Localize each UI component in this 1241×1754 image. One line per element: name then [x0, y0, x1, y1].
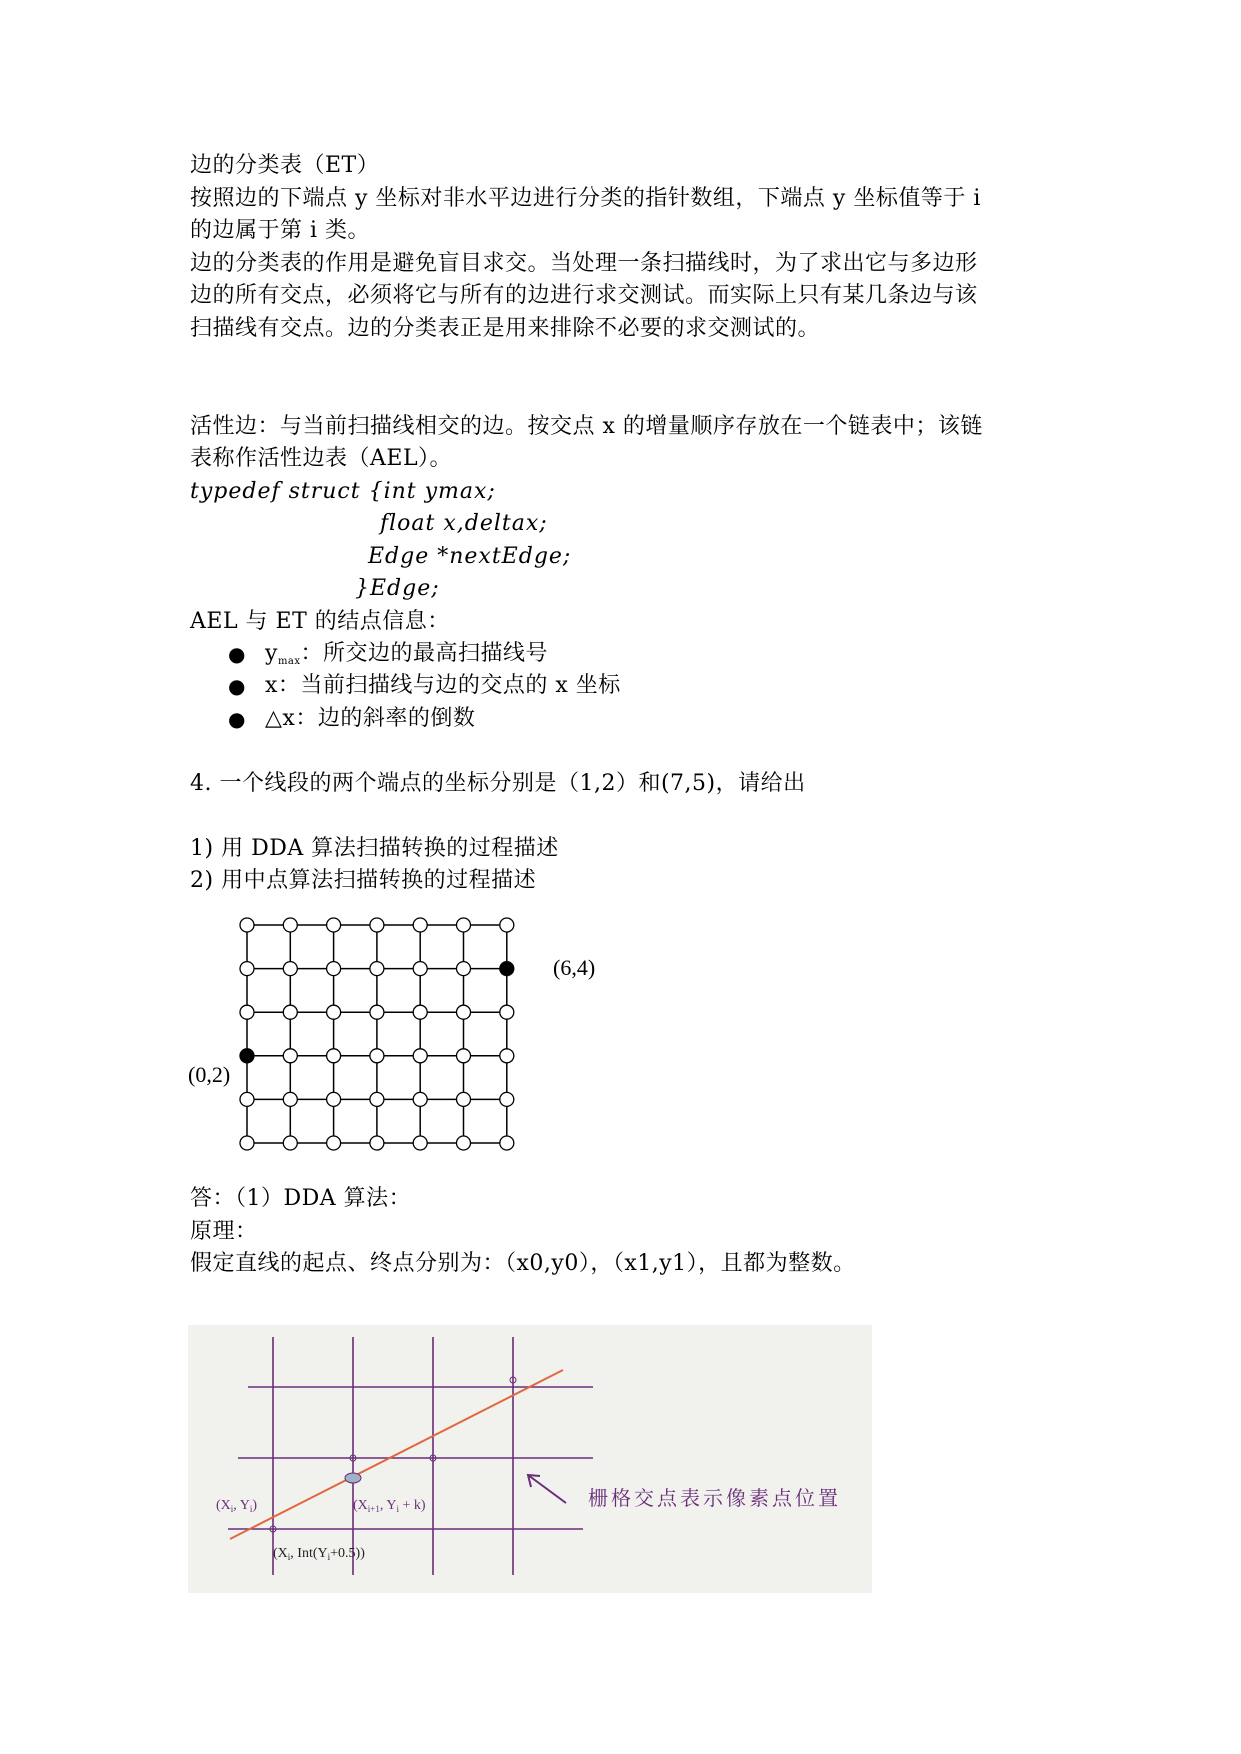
grid-node-filled	[240, 1049, 254, 1063]
label-next-point: ($X_{i+1}$, $Y_i + k$)	[353, 1498, 426, 1514]
grid-node	[413, 918, 427, 932]
grid-node	[413, 1136, 427, 1150]
point-label-end: (6,4)	[553, 955, 596, 980]
bullet-dot-icon: ●	[228, 642, 246, 666]
grid-node	[457, 1005, 471, 1019]
grid-node	[457, 1049, 471, 1063]
code-line-1: typedef struct {int ymax;	[190, 479, 496, 504]
grid-node-filled	[500, 962, 514, 976]
question-item-1: 1) 用 DDA 算法扫描转换的过程描述	[190, 836, 559, 861]
answer-heading: 答：（1）DDA 算法：	[190, 1186, 412, 1211]
et-purpose-line-1: 边的分类表的作用是避免盲目求交。当处理一条扫描线时，为了求出它与多边形	[190, 251, 978, 276]
answer-principle: 原理：	[190, 1219, 258, 1244]
grid-node	[283, 1049, 297, 1063]
grid-node	[327, 1136, 341, 1150]
grid-node	[457, 1092, 471, 1106]
code-line-2: float x,deltax;	[380, 511, 548, 536]
code-line-4: }Edge;	[355, 576, 440, 601]
grid-node	[413, 1005, 427, 1019]
et-title: 边的分类表（ET）	[190, 153, 380, 178]
grid-node	[240, 1136, 254, 1150]
bullet-dot-icon: ●	[228, 674, 246, 698]
grid-node	[283, 962, 297, 976]
grid-node	[240, 918, 254, 932]
grid-node	[500, 1092, 514, 1106]
bullet-x: x：当前扫描线与边的交点的 x 坐标	[265, 673, 621, 698]
grid-node	[370, 1005, 384, 1019]
pixel-grid-figure	[180, 900, 620, 1180]
dda-figure	[188, 1325, 872, 1593]
grid-node	[240, 1092, 254, 1106]
grid-node	[500, 1136, 514, 1150]
label-int-point: ($X_i$, $Int(Y_i+0.5)$)	[273, 1546, 365, 1562]
ael-desc-line-1: 活性边：与当前扫描线相交的边。按交点 x 的增量顺序存放在一个链表中；该链	[190, 414, 983, 439]
grid-node	[283, 918, 297, 932]
ael-desc-line-2: 表称作活性边表（AEL）。	[190, 446, 453, 471]
et-desc-line-2: 的边属于第 i 类。	[190, 218, 371, 243]
grid-node	[327, 918, 341, 932]
grid-node	[370, 1092, 384, 1106]
figure-caption: 栅格交点表示像素点位置	[588, 1486, 841, 1510]
grid-node	[500, 918, 514, 932]
grid-node	[413, 962, 427, 976]
grid-node	[370, 1049, 384, 1063]
bullet-dot-icon: ●	[228, 707, 246, 731]
bullet-ymax: $y_{max}$：所交边的最高扫描线号	[265, 641, 549, 667]
grid-node	[240, 962, 254, 976]
grid-node	[457, 1136, 471, 1150]
bullet-deltax: △x：边的斜率的倒数	[265, 706, 476, 731]
grid-node	[500, 1049, 514, 1063]
grid-node	[370, 1136, 384, 1150]
answer-assumption: 假定直线的起点、终点分别为：（x0,y0），（x1,y1），且都为整数。	[190, 1251, 856, 1276]
grid-node	[500, 1005, 514, 1019]
node-info-title: AEL 与 ET 的结点信息：	[190, 609, 450, 634]
grid-node	[283, 1092, 297, 1106]
grid-node	[370, 918, 384, 932]
grid-node	[327, 1049, 341, 1063]
grid-node	[457, 962, 471, 976]
label-xi-yi: ($X_i$, $Y_i$)	[216, 1498, 258, 1514]
question-item-2: 2) 用中点算法扫描转换的过程描述	[190, 868, 537, 893]
grid-node	[327, 962, 341, 976]
grid-node	[413, 1092, 427, 1106]
et-purpose-line-3: 扫描线有交点。边的分类表正是用来排除不必要的求交测试的。	[190, 316, 821, 341]
grid-node	[370, 962, 384, 976]
grid-node	[327, 1092, 341, 1106]
grid-node	[240, 1005, 254, 1019]
grid-node	[457, 918, 471, 932]
grid-node	[327, 1005, 341, 1019]
point-label-start: (0,2)	[188, 1062, 231, 1087]
question-line: 4. 一个线段的两个端点的坐标分别是（1,2）和(7,5)，请给出	[190, 771, 806, 796]
grid-node	[283, 1005, 297, 1019]
et-purpose-line-2: 边的所有交点，必须将它与所有的边进行求交测试。而实际上只有某几条边与该	[190, 283, 978, 308]
grid-node	[413, 1049, 427, 1063]
intersection-marker	[345, 1473, 361, 1483]
code-line-3: Edge *nextEdge;	[368, 544, 572, 569]
grid-node	[283, 1136, 297, 1150]
et-desc-line-1: 按照边的下端点 y 坐标对非水平边进行分类的指针数组，下端点 y 坐标值等于 i	[190, 186, 981, 211]
